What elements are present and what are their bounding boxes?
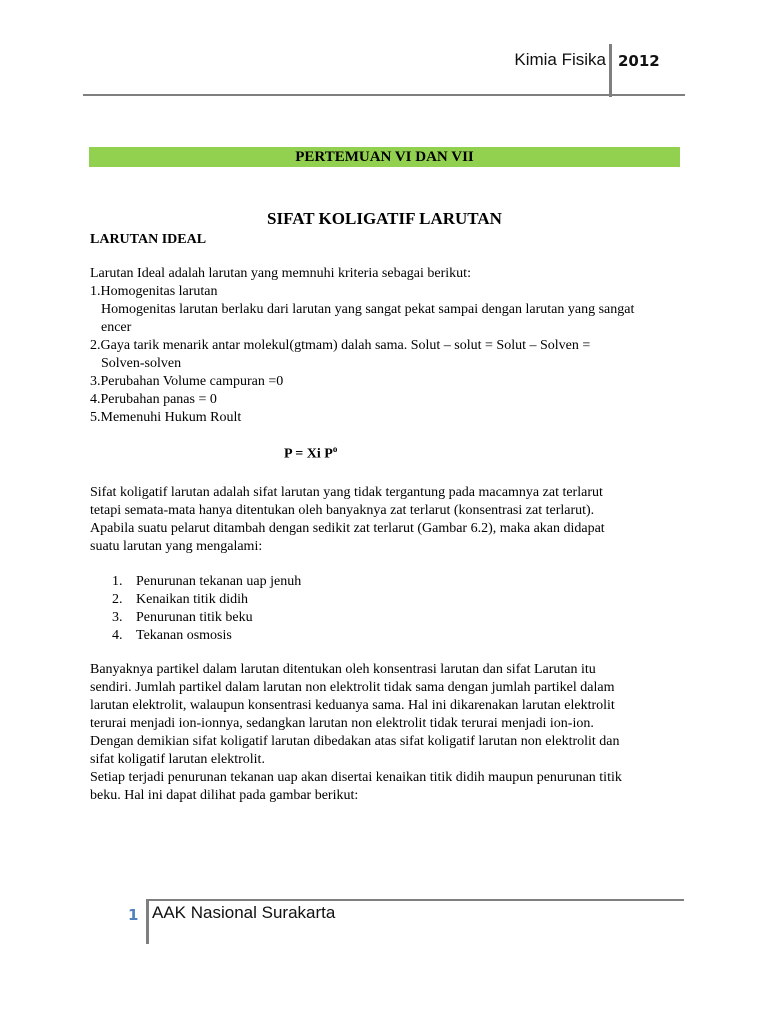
paragraph-2-line: sendiri. Jumlah partikel dalam larutan non elektrolit tidak sama dengan jumlah partikel dalam bbox=[90, 680, 615, 695]
paragraph-2-line: Banyaknya partikel dalam larutan ditentukan oleh konsentrasi larutan dan sifat Larutan itu bbox=[90, 662, 596, 677]
paragraph-2-line: larutan elektrolit, walaupun konsentrasi keduanya sama. Hal ini dikarenakan larutan elektrolit bbox=[90, 698, 615, 713]
paragraph-1-line: suatu larutan yang mengalami: bbox=[90, 539, 263, 554]
page-number: 1 bbox=[128, 906, 139, 924]
footer-rule bbox=[146, 899, 684, 901]
list-item-text: Tekanan osmosis bbox=[136, 628, 232, 643]
footer-divider bbox=[146, 899, 149, 944]
criteria-item-1-desc: Homogenitas larutan berlaku dari larutan yang sangat pekat sampai dengan larutan yang sangat bbox=[101, 302, 635, 317]
criteria-item-5: 5.Memenuhi Hukum Roult bbox=[90, 410, 242, 425]
header-divider bbox=[609, 44, 612, 97]
paragraph-2-line: beku. Hal ini dapat dilihat pada gambar berikut: bbox=[90, 788, 359, 803]
list-item-number: 2. bbox=[112, 592, 123, 607]
paragraph-2-line: Setiap terjadi penurunan tekanan uap akan disertai kenaikan titik didih maupun penurunan titik bbox=[90, 770, 622, 785]
list-item bbox=[112, 609, 253, 627]
list-item bbox=[112, 573, 301, 591]
list-item-text: Penurunan tekanan uap jenuh bbox=[136, 574, 302, 589]
paragraph-2-line: terurai menjadi ion-ionnya, sedangkan larutan non elektrolit tidak terurai menjadi ion-ion. bbox=[90, 716, 594, 731]
criteria-item-4: 4.Perubahan panas = 0 bbox=[90, 392, 217, 407]
list-item-number: 1. bbox=[112, 574, 123, 589]
list-item bbox=[112, 627, 232, 645]
list-item-number: 4. bbox=[112, 628, 123, 643]
header-title: Kimia Fisika bbox=[514, 50, 606, 69]
section-banner bbox=[89, 147, 680, 167]
header-rule bbox=[83, 94, 685, 96]
raoult-formula bbox=[284, 444, 337, 463]
formula-base: P = Xi P bbox=[284, 446, 333, 462]
list-item-number: 3. bbox=[112, 610, 123, 625]
banner-text: PERTEMUAN VI DAN VII bbox=[295, 149, 474, 165]
list-item-text: Kenaikan titik didih bbox=[136, 592, 248, 607]
list-item bbox=[112, 591, 248, 609]
header-year: 2012 bbox=[618, 52, 660, 70]
criteria-item-3: 3.Perubahan Volume campuran =0 bbox=[90, 374, 284, 389]
document-title: SIFAT KOLIGATIF LARUTAN bbox=[267, 209, 502, 228]
paragraph-2-line: sifat koligatif larutan elektrolit. bbox=[90, 752, 265, 767]
criteria-item-2-cont: Solven-solven bbox=[101, 356, 182, 371]
criteria-item-1: 1.Homogenitas larutan bbox=[90, 284, 218, 299]
paragraph-2-line: Dengan demikian sifat koligatif larutan dibedakan atas sifat koligatif larutan non elektrolit dan bbox=[90, 734, 620, 749]
paragraph-1-line: Sifat koligatif larutan adalah sifat larutan yang tidak tergantung pada macamnya zat terlarut bbox=[90, 485, 603, 500]
formula-superscript: o bbox=[332, 444, 338, 454]
paragraph-1-line: Apabila suatu pelarut ditambah dengan sedikit zat terlarut (Gambar 6.2), maka akan didapat bbox=[90, 521, 605, 536]
criteria-item-2: 2.Gaya tarik menarik antar molekul(gtmam) dalah sama. Solut – solut = Solut – Solven = bbox=[90, 338, 591, 353]
criteria-intro: Larutan Ideal adalah larutan yang memnuhi kriteria sebagai berikut: bbox=[90, 266, 471, 281]
footer-text: AAK Nasional Surakarta bbox=[152, 903, 336, 922]
section-heading: LARUTAN IDEAL bbox=[90, 232, 207, 247]
list-item-text: Penurunan titik beku bbox=[136, 610, 253, 625]
paragraph-1-line: tetapi semata-mata hanya ditentukan oleh banyaknya zat terlarut (konsentrasi zat terlarut). bbox=[90, 503, 595, 518]
criteria-item-1-desc-cont: encer bbox=[101, 320, 132, 335]
